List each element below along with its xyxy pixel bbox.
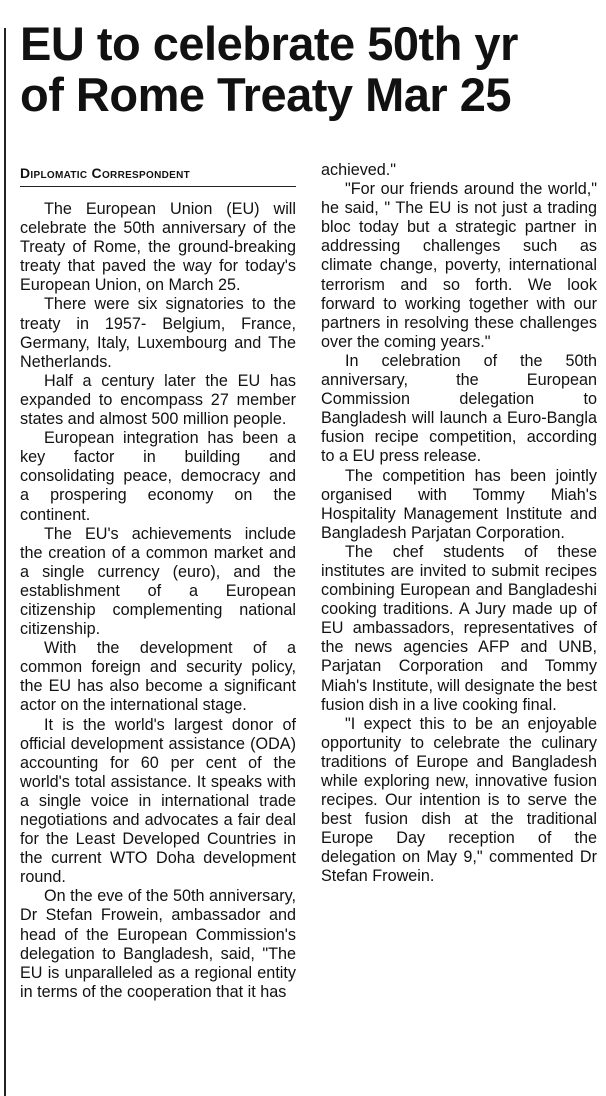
paragraph: Half a century later the EU has expanded to encompass 27 member states and almost 500 million people. <box>20 371 296 429</box>
paragraph: "For our friends around the world," he said, " The EU is not just a trading bloc today but a strategic partner in addressing challenges such as climate change, poverty, international terrorism and so forth. We look forward to working together with our partners in resolving these challenges over the coming years." <box>321 180 597 351</box>
paragraph: In celebration of the 50th anniversary, the European Commission delegation to Bangladesh will launch a Euro-Bangla fusion recipe competition, according to a EU press release. <box>321 351 597 466</box>
paragraph: European integration has been a key factor in building and consolidating peace, democracy and a prospering economy on the continent. <box>20 429 296 524</box>
headline-line-2: of Rome Treaty Mar 25 <box>20 68 512 121</box>
paragraph: The chef students of these institutes are invited to submit recipes combining European and Bangladeshi cooking traditions. A Jury made up of EU ambassadors, representatives of the news agencies AFP and UNB, Parjatan Corporation and Tommy Miah's Institute, will designate the best fusion dish in a live cooking final. <box>321 542 597 714</box>
paragraph: "I expect this to be an enjoyable opportunity to celebrate the culinary traditions of Europe and Bangladesh while exploring new, innovative fusion recipes. Our intention is to serve the best fusion dish at the traditional Europe Day reception of the delegation on May 9," commented Dr Stefan Frowein. <box>321 714 597 886</box>
column-rule <box>4 28 6 1096</box>
byline: Diplomatic Correspondent <box>20 163 296 187</box>
paragraph: It is the world's largest donor of official development assistance (ODA) accounting for 60 per cent of the world's total assistance. It speaks with a single voice in international trade negotiations and advocates a fair deal for the Least Developed Countries in the current WTO Doha development round. <box>20 715 296 887</box>
headline-line-1: EU to celebrate 50th yr <box>20 17 518 70</box>
paragraph-continued: achieved." <box>321 161 397 179</box>
paragraph: With the development of a common foreign and security policy, the EU has also become a significant actor on the international stage. <box>20 639 296 715</box>
article-column-1 <box>20 163 296 1002</box>
headline <box>20 18 606 120</box>
article-column-2 <box>321 161 597 887</box>
paragraph: The EU's achievements include the creation of a common market and a single currency (euro), and the establishment of a European citizenship complementing national citizenship. <box>20 524 296 639</box>
paragraph: The competition has been jointly organised with Tommy Miah's Hospitality Management Institute and Bangladesh Parjatan Corporation. <box>321 466 597 542</box>
paragraph: The European Union (EU) will celebrate the 50th anniversary of the Treaty of Rome, the ground-breaking treaty that paved the way for today's European Union, on March 25. <box>20 200 296 295</box>
paragraph: There were six signatories to the treaty in 1957- Belgium, France, Germany, Italy, Luxembourg and The Netherlands. <box>20 295 296 371</box>
paragraph: On the eve of the 50th anniversary, Dr Stefan Frowein, ambassador and head of the European Commission's delegation to Bangladesh, said, "The EU is unparalleled as a regional entity in terms of the cooperation that it has <box>20 887 296 1001</box>
